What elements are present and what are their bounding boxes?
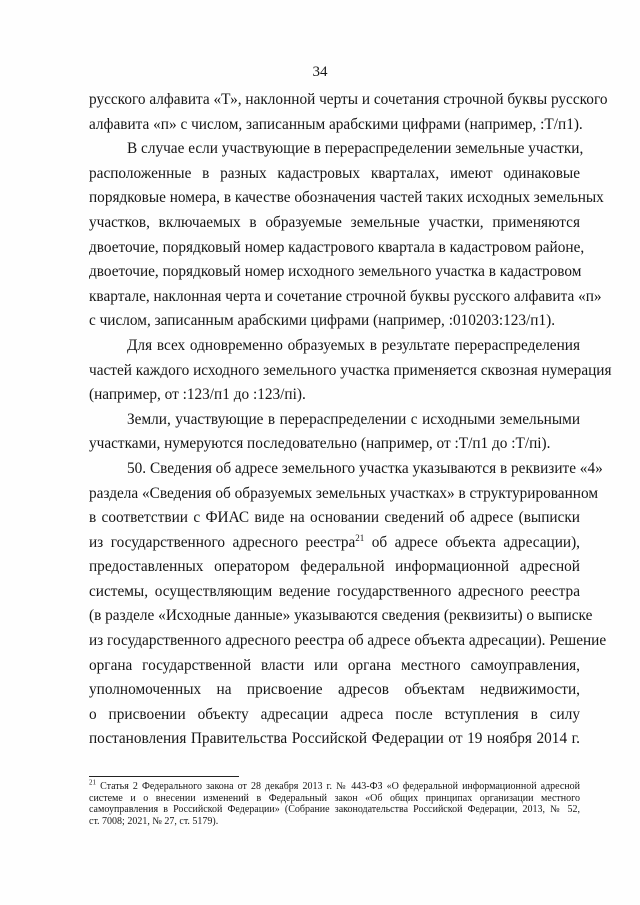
footnote-line	[89, 804, 580, 816]
text-line-content: с числом, записанным арабскими цифрами (например, :010203:123/п1).	[89, 312, 556, 330]
text-line	[89, 654, 580, 679]
text-line	[89, 432, 580, 457]
text-line-content: квартале, наклонная черта и сочетание строчной буквы русского алфавита «п»	[89, 287, 602, 305]
text-line	[89, 236, 585, 261]
text-line	[89, 482, 598, 507]
text-line-content: алфавита «п» с числом, записанным арабскими цифрами (например, :Т/п1).	[89, 115, 583, 133]
text-line	[89, 88, 608, 113]
text-line-content: русского алфавита «Т», наклонной черты и сочетания строчной буквы русского	[89, 91, 608, 108]
text-line-content: из государственного адресного реестра об адресе объекта адресации). Решение	[89, 632, 607, 650]
text-line-content: 50. Сведения об адресе земельного участка указываются в реквизите «4»	[127, 459, 603, 477]
text-line-content: частей каждого исходного земельного участка применяется сквозная нумерация	[89, 361, 612, 379]
text-line	[89, 309, 580, 334]
text-line-content: из государственного адресного реестра	[89, 533, 356, 551]
text-line	[89, 678, 580, 703]
text-line	[89, 334, 580, 359]
text-line-content: участками, нумеруются последовательно (например, от :Т/п1 до :Т/пi).	[89, 435, 551, 453]
text-line	[89, 457, 603, 482]
text-line-content: органа государственной власти или органа местного самоуправления,	[89, 656, 580, 674]
text-line-content: системы, осуществляющим ведение государственного адресного реестра	[89, 582, 580, 600]
text-line	[89, 580, 580, 605]
text-line	[89, 285, 602, 310]
text-line-content: раздела «Сведения об образуемых земельных участках» в структурированном	[89, 484, 598, 502]
text-line-content: двоеточие, порядковый номер исходного земельного участка в кадастровом	[89, 263, 582, 281]
text-line-content: в соответствии с ФИАС виде на основании сведений об адресе (выписки	[89, 509, 580, 527]
footnote-line-content: самоуправления в Российской Федерации» (Собрание законодательства Российской Федерации, 2013, № 52,	[89, 804, 580, 816]
text-line-content: (в разделе «Исходные данные» указываются сведения (реквизиты) о выписке	[89, 607, 593, 625]
text-line-content: расположенные в разных кадастровых кварталах, имеют одинаковые	[89, 164, 580, 182]
text-line	[89, 162, 580, 187]
text-line-content: (например, от :123/п1 до :123/пi).	[89, 386, 306, 404]
text-line-content: порядковые номера, в качестве обозначения частей таких исходных земельных	[89, 189, 604, 207]
text-line	[89, 260, 580, 285]
text-line	[89, 629, 607, 654]
footnote-separator	[89, 776, 239, 777]
footnote-line	[89, 816, 580, 828]
text-line	[89, 555, 580, 580]
text-line-content: о присвоении объекту адресации адреса после вступления в силу	[89, 705, 580, 723]
text-line	[89, 727, 580, 752]
text-line-content: В случае если участвующие в перераспределении земельные участки,	[127, 140, 584, 158]
text-line-content: участков, включаемых в образуемые земельные участки, применяются	[89, 213, 580, 231]
text-line	[89, 359, 612, 384]
footnotes	[89, 778, 580, 827]
footnote-number: 21	[89, 778, 96, 787]
text-line-content: предоставленных оператором федеральной информационной адресной	[89, 558, 580, 576]
body-text	[89, 88, 612, 752]
footnote-line	[89, 793, 580, 805]
text-line-content: Для всех одновременно образуемых в результате перераспределения	[127, 336, 580, 354]
text-line	[89, 211, 580, 236]
text-line	[89, 383, 580, 408]
footnote-reference: 21	[355, 532, 365, 543]
page-number: 34	[312, 64, 328, 80]
text-line	[89, 113, 583, 138]
text-line	[89, 506, 580, 531]
text-line	[89, 137, 584, 162]
footnote-line-content: системе и о внесении изменений в Федеральный закон «Об общих принципах организации местного	[89, 792, 580, 804]
text-line	[89, 604, 593, 629]
footnote-line-content: Статья 2 Федерального закона от 28 декабря 2013 г. № 443-ФЗ «О федеральной информационной адресной	[96, 781, 580, 792]
text-line-content: уполномоченных на присвоение адресов объектам недвижимости,	[89, 681, 580, 699]
footnote-line	[89, 778, 580, 793]
text-line	[89, 408, 580, 433]
text-line-content: двоеточие, порядковый номер кадастрового квартала в кадастровом районе,	[89, 238, 585, 256]
text-line	[89, 703, 580, 728]
text-line-content: Земли, участвующие в перераспределении с исходными земельными	[127, 410, 580, 428]
text-line	[89, 186, 604, 211]
footnote-line-content: ст. 7008; 2021, № 27, ст. 5179).	[89, 815, 219, 827]
text-line-continuation: об адресе объекта адресации),	[364, 533, 580, 551]
text-line	[89, 531, 580, 556]
text-line-content: постановления Правительства Российской Федерации от 19 ноября 2014 г.	[89, 730, 580, 748]
